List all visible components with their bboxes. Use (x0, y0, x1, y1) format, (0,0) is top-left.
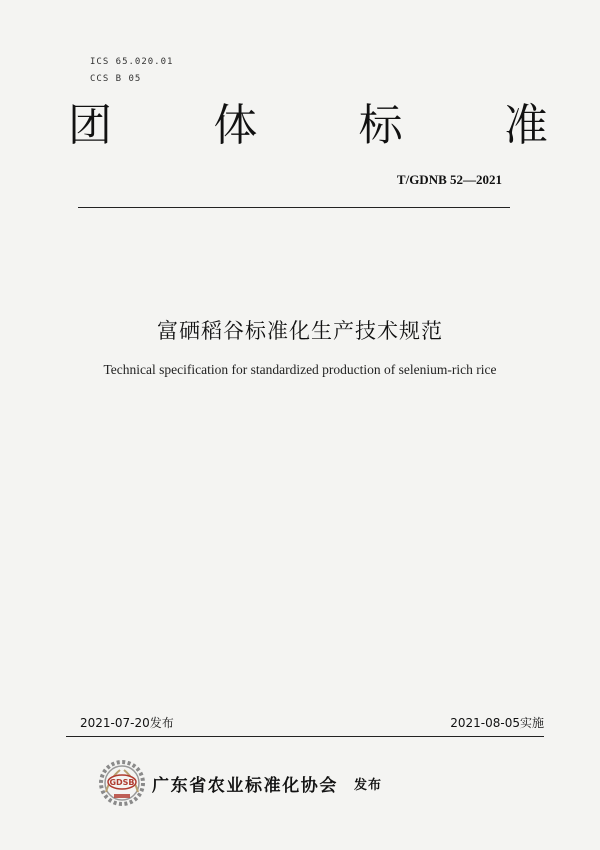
ccs-code: CCS B 05 (90, 74, 142, 84)
ics-code: ICS 65.020.01 (90, 57, 174, 67)
issue-date: 2021-07-20发布 (80, 716, 174, 730)
standard-type-char: 团 (68, 100, 112, 151)
classification-codes (90, 54, 173, 88)
publisher-action: 发布 (354, 777, 383, 793)
logo-text: GDSB (109, 778, 135, 787)
standard-type-char: 体 (213, 100, 258, 151)
document-title-chinese: 富硒稻谷标准化生产技术规范 (157, 319, 443, 343)
publisher-block (96, 758, 382, 808)
standard-number: T/GDNB 52—2021 (396, 172, 502, 187)
publisher-name: 广东省农业标准化协会 (152, 775, 338, 796)
association-logo-icon (96, 758, 148, 808)
document-title-english: Technical specification for standardized production of selenium-rich rice (103, 362, 497, 377)
implementation-date: 2021-08-05实施 (450, 716, 544, 730)
standard-type-heading (68, 96, 548, 156)
footer-divider (66, 736, 544, 737)
header-divider (78, 207, 510, 208)
standard-type-char: 准 (503, 100, 548, 151)
standard-type-char: 标 (358, 100, 403, 151)
